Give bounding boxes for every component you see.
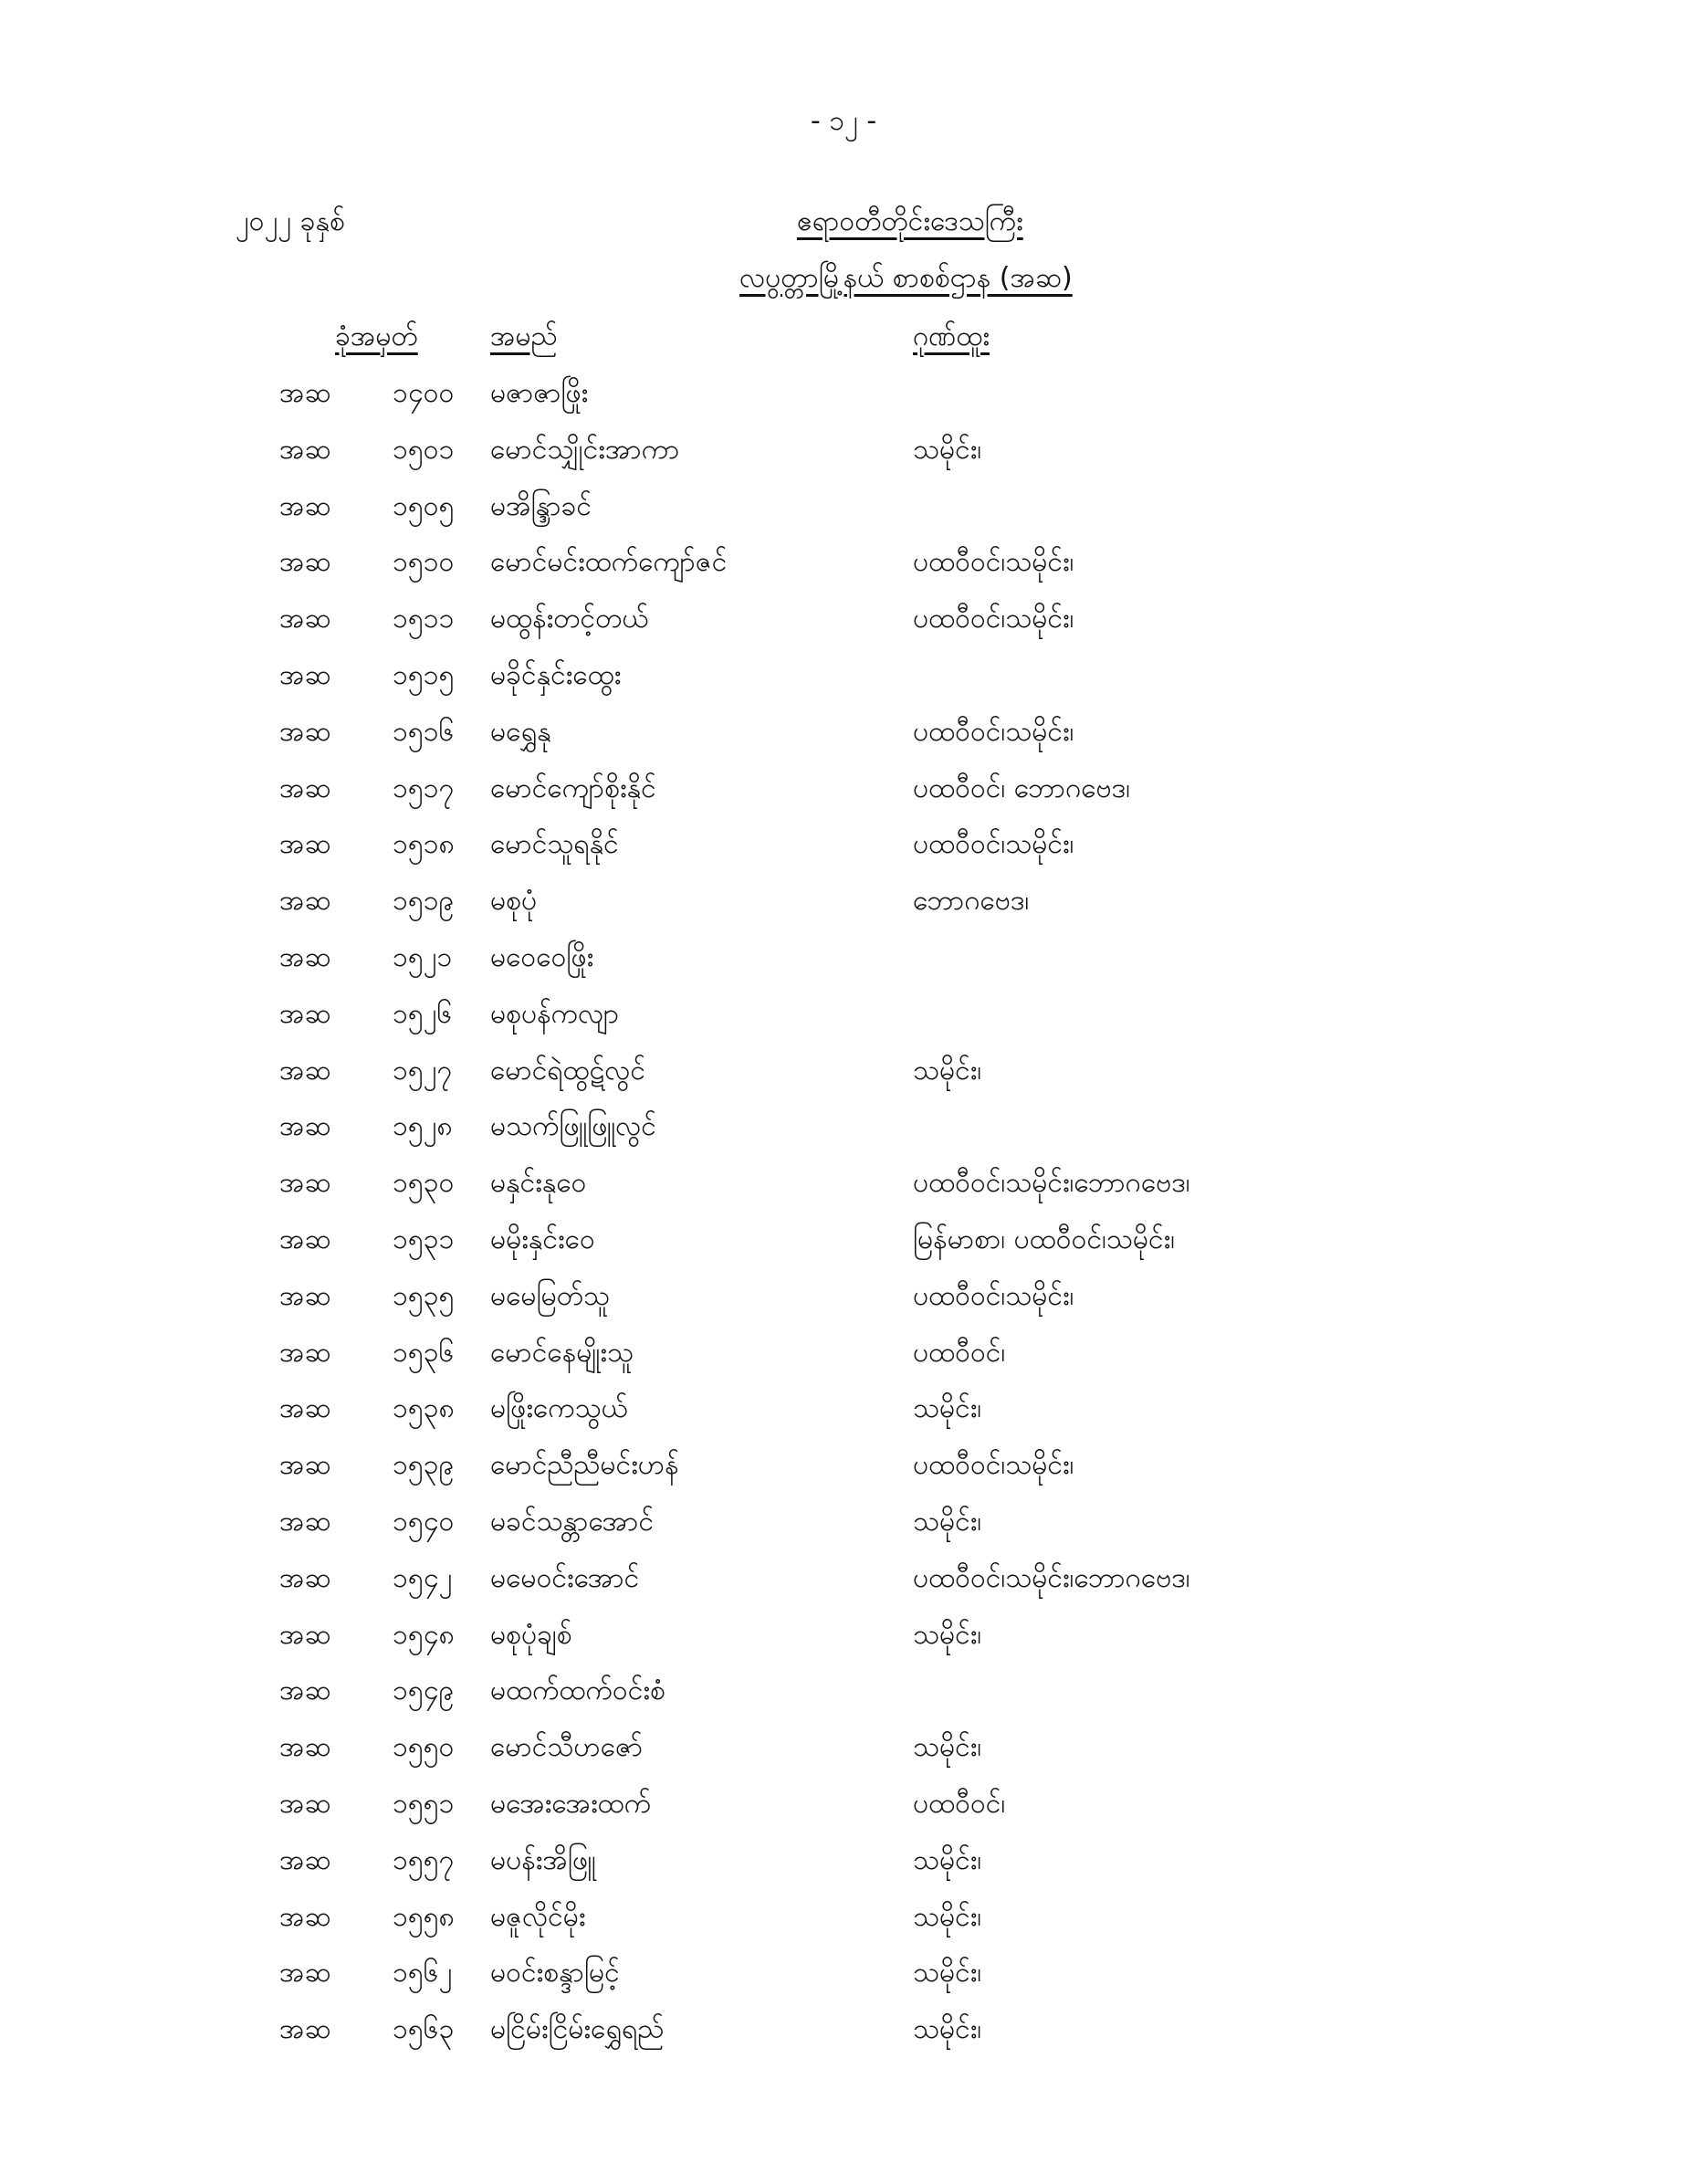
table-row <box>0 1221 1687 1277</box>
table-row <box>0 1334 1687 1391</box>
student-name: မမိုးနှင်းဝေ <box>490 1223 595 1255</box>
student-name: မမေဝင်းအောင် <box>490 1561 640 1594</box>
distinction-subjects: သမိုင်း၊ <box>913 1731 982 1764</box>
distinction-subjects: သမိုင်း၊ <box>913 1618 982 1651</box>
roll-number: ၁၅၄၀ <box>393 1505 455 1538</box>
distinction-subjects: သမိုင်း၊ <box>913 1505 982 1538</box>
student-name: မရွှေနု <box>490 715 551 748</box>
roll-prefix: အဆ <box>279 1505 331 1538</box>
roll-number: ၁၅၃၁ <box>393 1223 455 1255</box>
distinction-subjects: ပထဝီဝင်၊သမိုင်း၊ <box>913 1279 1074 1312</box>
roll-prefix: အဆ <box>279 1279 331 1312</box>
student-name: မောင်နေမျိုးသူ <box>490 1336 634 1369</box>
student-name: မောင်မင်းထက်ကျော်ဇင် <box>490 546 728 579</box>
table-header <box>0 318 1687 354</box>
roll-prefix: အဆ <box>279 1392 331 1425</box>
distinction-subjects: သမိုင်း၊ <box>913 1054 982 1087</box>
table-row <box>0 543 1687 600</box>
table-row <box>0 1842 1687 1898</box>
roll-prefix: အဆ <box>279 1561 331 1594</box>
roll-number: ၁၅၂၈ <box>393 1110 453 1143</box>
exam-center-title: လပွတ္တာမြို့နယ် စာစစ်ဌာန (အဆ) <box>739 262 1073 294</box>
roll-prefix: အဆ <box>279 885 331 918</box>
table-row <box>0 656 1687 713</box>
table-row <box>0 1108 1687 1164</box>
roll-number: ၁၅၀၅ <box>393 489 455 522</box>
roll-prefix: အဆ <box>279 772 331 804</box>
roll-number: ၁၅၆၂ <box>393 1957 453 1990</box>
table-row <box>0 1052 1687 1108</box>
distinction-subjects: ပထဝီဝင်၊ <box>913 1787 1006 1820</box>
roll-prefix: အဆ <box>279 1336 331 1369</box>
table-row <box>0 2011 1687 2067</box>
student-name: မခိုင်နှင်းထွေး <box>490 658 622 691</box>
table-row <box>0 1277 1687 1334</box>
student-name: မဖြိုးကေသွယ် <box>490 1392 628 1425</box>
student-name: မစုပုံ <box>490 885 538 918</box>
student-name: မငြိမ်းငြိမ်းရွှေရည် <box>490 2013 665 2046</box>
roll-number: ၁၅၆၃ <box>393 2013 455 2046</box>
roll-number: ၁၅၁၈ <box>393 828 455 861</box>
roll-prefix: အဆ <box>279 1618 331 1651</box>
table-row <box>0 995 1687 1052</box>
roll-prefix: အဆ <box>279 1843 331 1876</box>
table-row <box>0 600 1687 656</box>
distinction-subjects: ပထဝီဝင်၊သမိုင်း၊ <box>913 715 1074 748</box>
roll-prefix: အဆ <box>279 603 331 635</box>
table-row <box>0 488 1687 544</box>
roll-prefix: အဆ <box>279 489 331 522</box>
distinction-subjects: ပထဝီဝင်၊ ဘောဂဗေဒ၊ <box>913 772 1131 804</box>
student-name: မောင်ကျော်စိုးနိုင် <box>490 772 656 804</box>
table-row <box>0 882 1687 939</box>
roll-prefix: အဆ <box>279 1223 331 1255</box>
results-list <box>0 374 1687 2067</box>
distinction-subjects: သမိုင်း၊ <box>913 1843 982 1876</box>
distinction-subjects: သမိုင်း၊ <box>913 2013 982 2046</box>
student-name: မဇာဇာဖြိုး <box>490 377 589 409</box>
roll-number: ၁၅၁၅ <box>393 658 455 691</box>
table-row <box>0 1898 1687 1955</box>
distinction-subjects: ပထဝီဝင်၊သမိုင်း၊ <box>913 546 1074 579</box>
roll-prefix: အဆ <box>279 715 331 748</box>
distinction-subjects: ပထဝီဝင်၊သမိုင်း၊ <box>913 1449 1074 1482</box>
student-name: မသက်ဖြူဖြူလွင် <box>490 1110 656 1143</box>
table-row <box>0 1954 1687 2011</box>
student-name: မစုပန်ကလျာ <box>490 997 620 1030</box>
distinction-subjects: သမိုင်း၊ <box>913 1900 982 1933</box>
roll-prefix: အဆ <box>279 1957 331 1990</box>
roll-number: ၁၅၁၉ <box>393 885 455 918</box>
roll-number: ၁၅၅၇ <box>393 1843 455 1876</box>
roll-number: ၁၅၁၀ <box>393 546 455 579</box>
table-row <box>0 1616 1687 1673</box>
distinction-subjects: မြန်မာစာ၊ ပထဝီဝင်၊သမိုင်း၊ <box>913 1223 1176 1255</box>
table-row <box>0 825 1687 882</box>
roll-prefix: အဆ <box>279 377 331 409</box>
roll-prefix: အဆ <box>279 1449 331 1482</box>
roll-number: ၁၅၁၆ <box>393 715 455 748</box>
student-name: မထွန်းတင့်တယ် <box>490 603 649 635</box>
roll-number: ၁၅၀၁ <box>393 433 455 466</box>
roll-prefix: အဆ <box>279 546 331 579</box>
distinction-subjects: သမိုင်း၊ <box>913 433 982 466</box>
table-row <box>0 1785 1687 1842</box>
student-name: မအေးအေးထက် <box>490 1787 652 1820</box>
student-name: မောင်သီဟဇော် <box>490 1731 644 1764</box>
student-name: မစုပုံချစ် <box>490 1618 572 1651</box>
table-row <box>0 431 1687 488</box>
table-row <box>0 1390 1687 1446</box>
roll-number: ၁၅၂၁ <box>393 940 453 973</box>
roll-prefix: အဆ <box>279 1787 331 1820</box>
distinction-subjects: သမိုင်း၊ <box>913 1957 982 1990</box>
roll-prefix: အဆ <box>279 1054 331 1087</box>
distinction-subjects: ပထဝီဝင်၊သမိုင်း၊ဘောဂဗေဒ၊ <box>913 1167 1190 1200</box>
table-row <box>0 1728 1687 1785</box>
table-row <box>0 770 1687 826</box>
roll-number-header: ခုံအမှတ် <box>335 320 418 352</box>
roll-prefix: အဆ <box>279 2013 331 2046</box>
student-name: မဝင်းစန္ဒာမြင့် <box>490 1957 620 1990</box>
student-name: မပန်းအိဖြူ <box>490 1843 596 1876</box>
roll-number: ၁၅၄၂ <box>393 1561 453 1594</box>
roll-prefix: အဆ <box>279 940 331 973</box>
table-row <box>0 939 1687 995</box>
table-row <box>0 1164 1687 1221</box>
roll-prefix: အဆ <box>279 1110 331 1143</box>
table-row <box>0 713 1687 770</box>
table-row <box>0 1672 1687 1728</box>
student-name: မအိန္ဒြာခင် <box>490 489 592 522</box>
distinction-subjects: ပထဝီဝင်၊သမိုင်း၊ဘောဂဗေဒ၊ <box>913 1561 1190 1594</box>
roll-number: ၁၅၃၆ <box>393 1336 455 1369</box>
student-name: မခင်သန္တာအောင် <box>490 1505 655 1538</box>
table-row <box>0 1503 1687 1559</box>
region-title: ဧရာဝတီတိုင်းဒေသကြီး <box>797 205 1023 237</box>
roll-prefix: အဆ <box>279 433 331 466</box>
exam-year: ၂၀၂၂ ခုနှစ် <box>236 205 345 237</box>
roll-number: ၁၅၄၈ <box>393 1618 455 1651</box>
distinction-header: ဂုဏ်ထူး <box>913 320 990 352</box>
roll-number: ၁၅၅၈ <box>393 1900 455 1933</box>
roll-number: ၁၅၅၁ <box>393 1787 455 1820</box>
roll-prefix: အဆ <box>279 1167 331 1200</box>
roll-number: ၁၅၃၅ <box>393 1279 455 1312</box>
distinction-subjects: ဘောဂဗေဒ၊ <box>913 885 1030 918</box>
roll-number: ၁၅၂၆ <box>393 997 453 1030</box>
roll-number: ၁၅၄၉ <box>393 1675 455 1707</box>
roll-prefix: အဆ <box>279 997 331 1030</box>
table-row <box>0 374 1687 431</box>
roll-prefix: အဆ <box>279 1675 331 1707</box>
roll-prefix: အဆ <box>279 658 331 691</box>
student-name: မောင်ညီညီမင်းဟန် <box>490 1449 679 1482</box>
student-name: မောင်သူရနိုင် <box>490 828 619 861</box>
roll-prefix: အဆ <box>279 828 331 861</box>
roll-number: ၁၅၁၇ <box>393 772 455 804</box>
distinction-subjects: ပထဝီဝင်၊သမိုင်း၊ <box>913 828 1074 861</box>
distinction-subjects: ပထဝီဝင်၊သမိုင်း၊ <box>913 603 1074 635</box>
roll-number: ၁၅၅၀ <box>393 1731 455 1764</box>
table-row <box>0 1446 1687 1503</box>
roll-prefix: အဆ <box>279 1900 331 1933</box>
roll-number: ၁၅၁၁ <box>393 603 455 635</box>
student-name: မောင်ရဲထွဋ်လွင် <box>490 1054 646 1087</box>
page-number: - ၁၂ - <box>810 105 877 137</box>
distinction-subjects: သမိုင်း၊ <box>913 1392 982 1425</box>
table-row <box>0 1559 1687 1616</box>
student-name: မောင်သျှိုင်းအာကာ <box>490 433 680 466</box>
roll-number: ၁၅၃၉ <box>393 1449 455 1482</box>
student-name: မထက်ထက်ဝင်းစံ <box>490 1675 665 1707</box>
roll-number: ၁၄၀၀ <box>393 377 455 409</box>
roll-prefix: အဆ <box>279 1731 331 1764</box>
student-name: မဇူလိုင်မိုး <box>490 1900 586 1933</box>
student-name: မမေမြတ်သူ <box>490 1279 610 1312</box>
distinction-subjects: ပထဝီဝင်၊ <box>913 1336 1006 1369</box>
name-header: အမည် <box>490 320 558 352</box>
student-name: မဝေဝေဖြိုး <box>490 940 594 973</box>
roll-number: ၁၅၃၀ <box>393 1167 455 1200</box>
student-name: မနှင်းနုဝေ <box>490 1167 587 1200</box>
roll-number: ၁၅၂၇ <box>393 1054 453 1087</box>
roll-number: ၁၅၃၈ <box>393 1392 455 1425</box>
